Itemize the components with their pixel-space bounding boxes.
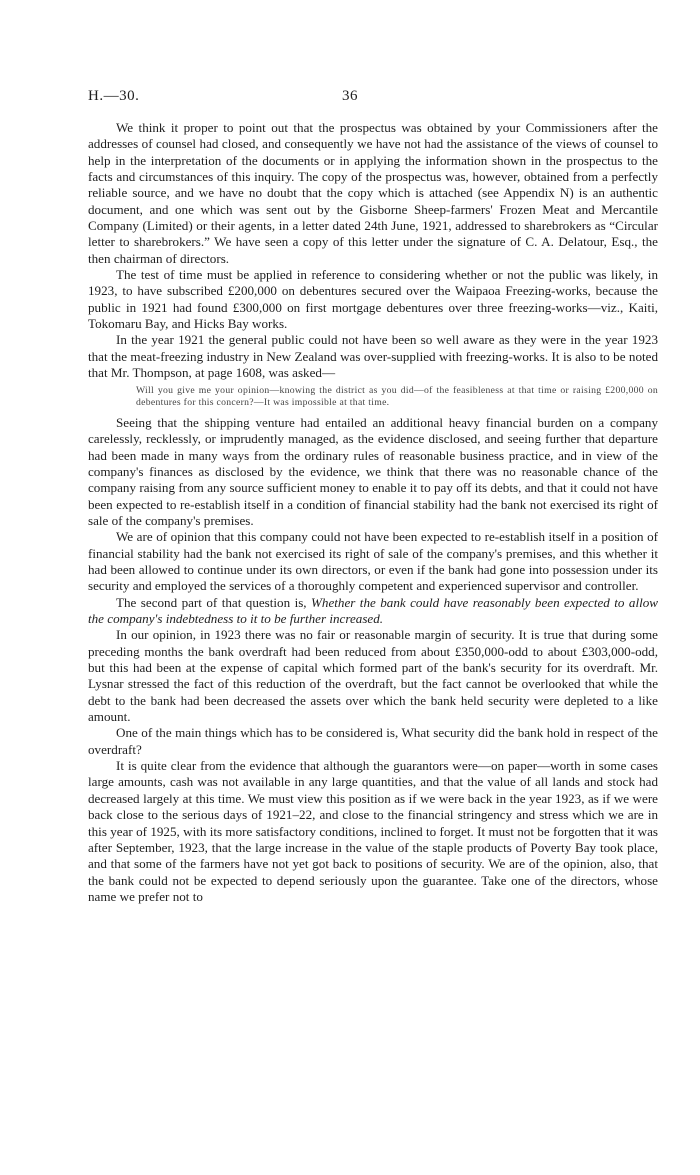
- paragraph-shipping-venture: Seeing that the shipping venture had entailed an additional heavy financial burden on a company carelessly, recklessly, or imprudently managed, as the evidence disclosed, and seeing further that departure had been made in many ways from the ordinary rules of reasonable business practice, and in view of the company's finances as disclosed by the evidence, we think that there was no reasonable chance of the company raising from any source sufficient money to enable it to pay off its debts, and that it could not have been expected to re-establish itself in a condition of financial stability had the bank not exercised its right of sale of the company's premises.: [88, 414, 658, 528]
- paragraph-second-question: [88, 595, 658, 628]
- page-number: 36: [342, 88, 358, 104]
- paragraph-security-question: One of the main things which has to be considered is, What security did the bank hold in respect of the overdraft?: [88, 725, 658, 757]
- paragraph-margin-of-security: In our opinion, in 1923 there was no fair or reasonable margin of security. It is true that during some preceding months the bank overdraft had been reduced from about £350,000-odd to about £303,000-odd, but this had been at the expense of capital which formed part of the bank's security for its overdraft. Mr. Lysnar stressed the fact of this reduction of the overdraft, but the fact cannot be overlooked that while the debt to the bank had been decreased the assets over which the bank held security were depleted to a like amount.: [88, 627, 658, 725]
- evidence-quote: Will you give me your opinion—knowing the district as you did—of the feasibleness at that time or raising £200,000 on debentures for this concern?—It was impossible at that time.: [136, 384, 658, 408]
- paragraph-1921-public: In the year 1921 the general public could not have been so well aware as they were in the year 1923 that the meat-freezing industry in New Zealand was over-supplied with freezing-works. It is also to be noted that Mr. Thompson, at page 1608, was asked—: [88, 332, 658, 381]
- second-question-italic: Whether the bank could have reasonably been expected to allow the company's indebtedness to it to be further increased.: [88, 594, 658, 627]
- page-header: [88, 88, 660, 108]
- paragraph-test-of-time: The test of time must be applied in reference to considering whether or not the public was likely, in 1923, to have subscribed £200,000 on debentures secured over the Waipaoa Freezing-works, because the public in 1921 had found £300,000 on first mortgage debentures over three freezing-works—viz., Kaiti, Tokomaru Bay, and Hicks Bay works.: [88, 267, 658, 332]
- paragraph-prospectus: We think it proper to point out that the prospectus was obtained by your Commissioners after the addresses of counsel had closed, and consequently we have not had the assistance of the views of counsel to help in the interpretation of the documents or in applying the information shown in the prospectus to the facts and circumstances of this inquiry. The copy of the prospectus was, however, obtained from a perfectly reliable source, and we have no doubt that the copy which is attached (see Appendix N) is an authentic document, and one which was sent out by the Gisborne Sheep-farmers' Frozen Meat and Mercantile Company (Limited) or their agents, in a letter dated 24th June, 1921, addressed to sharebrokers as “Circular letter to sharebrokers.” We have seen a copy of this letter under the signature of C. A. Delatour, Esq., the then chairman of directors.: [88, 120, 658, 266]
- second-question-lead: The second part of that question is,: [116, 594, 312, 610]
- paragraph-financial-stability: We are of opinion that this company could not have been expected to re-establish itself in a position of financial stability had the bank not exercised its right of sale of the company's premises, and this whether it had been allowed to continue under its own directors, or even if the bank had gone into possession under its security and employed the services of a thoroughly competent and experienced supervisor and controller.: [88, 529, 658, 594]
- report-body: [88, 120, 658, 905]
- report-reference: H.—30.: [88, 88, 140, 104]
- paragraph-guarantors: It is quite clear from the evidence that although the guarantors were—on paper—worth in some cases large amounts, cash was not available in any large quantities, and that the value of all lands and stock had decreased largely at this time. We must view this position as if we were back in the year 1923, as if we were back close to the serious days of 1921–22, and close to the financial stringency and stress which we are in this year of 1925, with its more satisfactory conditions, inclined to forget. It must not be forgotten that it was after September, 1923, that the large increase in the value of the staple products of Poverty Bay took place, and that some of the farmers have not yet got back to positions of security. We are of the opinion, also, that the bank could not be expected to depend seriously upon the guarantee. Take one of the directors, whose name we prefer not to: [88, 758, 658, 904]
